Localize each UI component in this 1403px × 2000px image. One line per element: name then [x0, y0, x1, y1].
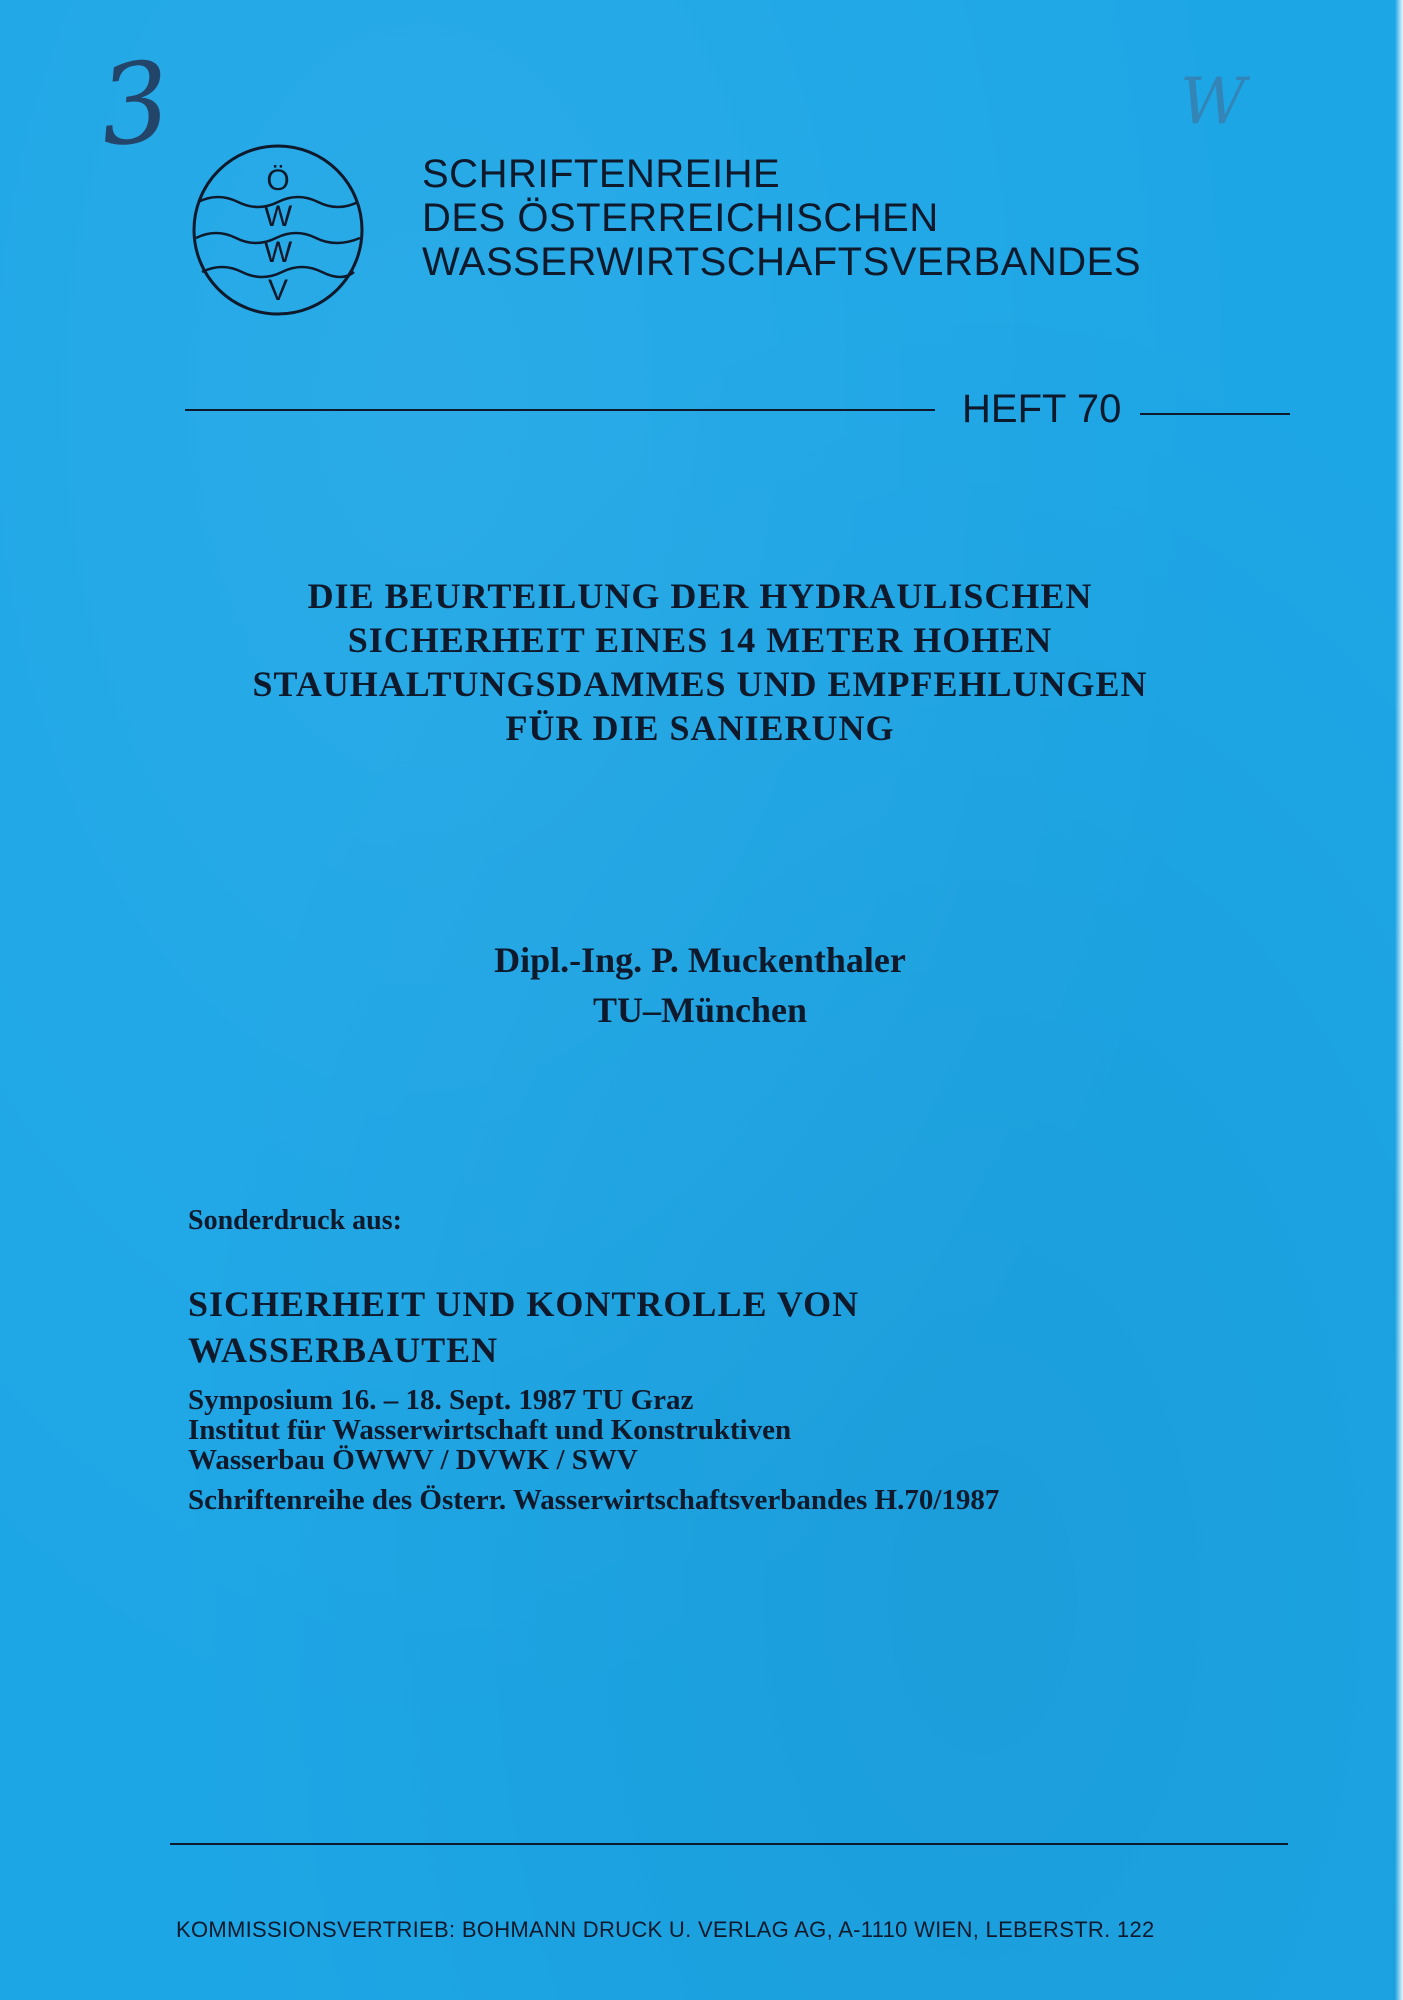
header-divider-right	[1140, 413, 1290, 415]
series-line-1: SCHRIFTENREIHE	[422, 152, 781, 196]
author-affiliation: TU–München	[592, 990, 808, 1030]
logo-letter-v: V	[267, 274, 289, 307]
author-block	[300, 935, 1100, 1035]
source-title	[188, 1281, 859, 1373]
handwritten-note-left: 3	[93, 36, 177, 172]
source-detail-4: Schriftenreihe des Österr. Wasserwirtschaftsverbandes H.70/1987	[188, 1484, 1000, 1516]
issue-number: HEFT 70	[962, 387, 1122, 431]
series-line-3: WASSERWIRTSCHAFTSVERBANDES	[422, 240, 1142, 284]
logo-letter-o: Ö	[266, 164, 290, 197]
series-line-2: DES ÖSTERREICHISCHEN	[422, 196, 939, 240]
title-line-3: STAUHALTUNGSDAMMES UND EMPFEHLUNGEN	[252, 664, 1148, 704]
owwv-logo-icon	[188, 140, 368, 320]
logo-letter-w2: W	[263, 236, 293, 269]
footer-divider	[170, 1843, 1288, 1845]
source-title-line-2: WASSERBAUTEN	[188, 1330, 499, 1370]
header-divider-left	[185, 409, 935, 411]
series-title	[422, 152, 1141, 284]
source-detail-2: Institut für Wasserwirtschaft und Konstruktiven	[188, 1414, 792, 1446]
title-line-4: FÜR DIE SANIERUNG	[505, 708, 895, 748]
source-title-line-1: SICHERHEIT UND KONTROLLE VON	[188, 1284, 860, 1324]
distribution-footer: KOMMISSIONSVERTRIEB: BOHMANN DRUCK U. VERLAG AG, A-1110 WIEN, LEBERSTR. 122	[176, 1917, 1155, 1942]
source-detail-1: Symposium 16. – 18. Sept. 1987 TU Graz	[188, 1384, 694, 1416]
title-line-1: DIE BEURTEILUNG DER HYDRAULISCHEN	[307, 576, 1093, 616]
source-details	[188, 1385, 999, 1515]
title-line-2: SICHERHEIT EINES 14 METER HOHEN	[347, 620, 1053, 660]
author-name: Dipl.-Ing. P. Muckenthaler	[494, 940, 906, 980]
handwritten-note-right: W	[1180, 65, 1246, 139]
logo-letter-w1: W	[263, 200, 293, 233]
source-detail-3: Wasserbau ÖWWV / DVWK / SWV	[188, 1444, 638, 1476]
document-title	[120, 574, 1280, 750]
reprint-label: Sonderdruck aus:	[188, 1205, 402, 1236]
page-edge	[1395, 0, 1403, 2000]
